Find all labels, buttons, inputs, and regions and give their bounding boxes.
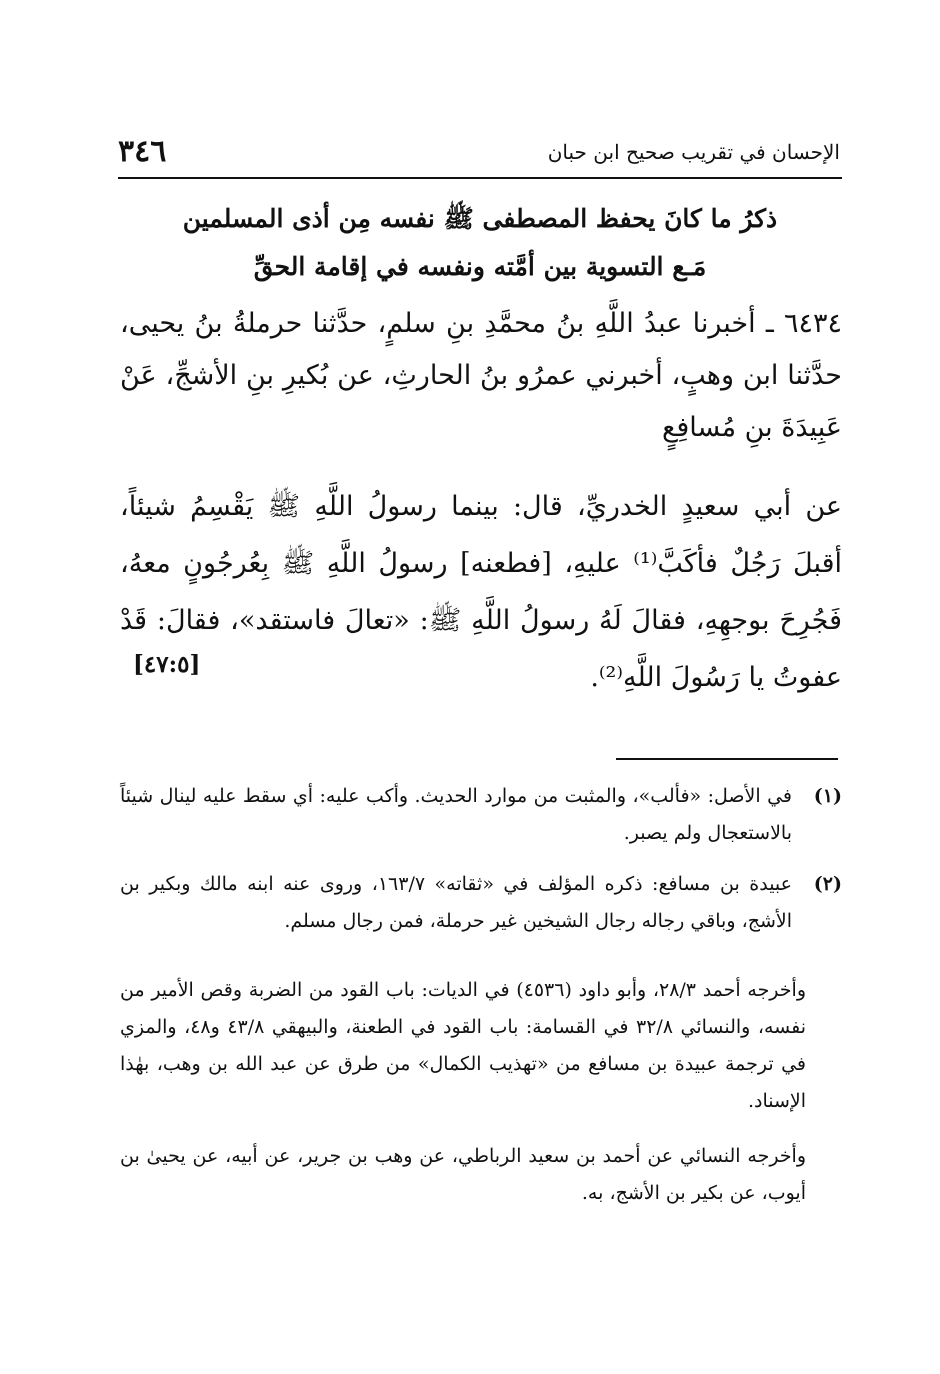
footnote-separator (616, 758, 838, 760)
isnad-text: ٦٤٣٤ ـ أخبرنا عبدُ اللَّهِ بنُ محمَّدِ بنِ سلمٍ، حدَّثنا حرملةُ بنُ يحيى، حدَّثنا ابن وهبٍ، أخبرني عمرُو بنُ الحارثِ، عن بُكيرِ بنِ الأشجِّ، عَنْ عَبِيدَةَ بنِ مُسافِعٍ (120, 308, 842, 443)
hadith-block (120, 478, 842, 706)
page-number: ٣٤٦ (118, 134, 167, 169)
footnote-2 (120, 866, 842, 940)
footnote-number: (٢) (813, 873, 842, 895)
footnote-text (120, 778, 792, 852)
footnote-paragraph: وأخرجه النسائي عن أحمد بن سعيد الرباطي، عن وهب بن جرير، عن أبيه، عن يحيىٰ بن أيوب، عن بكير بن الأشج، به. (120, 1145, 806, 1204)
chapter-heading-line-2: مَـع التسوية بين أمَّته ونفسه في إقامة الحقِّ (253, 252, 707, 281)
footnote-number: (١) (813, 785, 842, 807)
footnotes (120, 778, 842, 1226)
footnote-text (120, 954, 842, 1212)
chapter-heading-line-1: ذكرُ ما كانَ يحفظ المصطفى ﷺ نفسه مِن أذى المسلمين (182, 204, 778, 233)
isnad-block (120, 298, 842, 454)
footnote-text (120, 866, 792, 940)
chapter-heading (150, 195, 810, 291)
footnote-2-continued (120, 954, 842, 1212)
hadith-reference: [٤٧:٥] (133, 651, 201, 678)
footnote-paragraph: عبيدة بن مسافع: ذكره المؤلف في «ثقاته» ١٦٣/٧، وروى عنه ابنه مالك وبكير بن الأشج، وباقي رجاله رجال الشيخين غير حرملة، فمن رجال مسلم. (120, 873, 792, 932)
footnote-1 (120, 778, 842, 852)
header-rule (118, 177, 842, 179)
running-title: الإحسان في تقريب صحيح ابن حبان (547, 140, 840, 164)
footnote-paragraph: وأخرجه أحمد ٢٨/٣، وأبو داود (٤٥٣٦) في الديات: باب القود من الضربة وقص الأمير من نفسه، والنسائي ٣٢/٨ في القسامة: باب القود في الطعنة، والبيهقي ٤٣/٨ و٤٨، والمزي في ترجمة عبيدة بن مسافع من «تهذيب الكمال» من طرق عن عبد الله بن وهب، بهٰذا الإسناد. (120, 979, 807, 1112)
footnote-paragraph: في الأصل: «فألب»، والمثبت من موارد الحديث. وأكب عليه: أي سقط عليه لينال شيئاً بالاستعجال ولم يصبر. (120, 785, 792, 844)
page-header (118, 128, 840, 172)
hadith-text: عن أبي سعيدٍ الخدريِّ، قال: بينما رسولُ اللَّهِ ﷺ يَقْسِمُ شيئاً، أقبلَ رَجُلٌ فأكَبَّ⁽¹⁾ عليهِ، [فطعنه] رسولُ اللَّهِ ﷺ بِعُرجُونٍ معهُ، فَجُرِحَ بوجهِهِ، فقالَ لَهُ رسولُ اللَّهِ ﷺ: «تعالَ فاستقد»، فقالَ: قَدْ عفوتُ يا رَسُولَ اللَّهِ⁽²⁾. (120, 491, 842, 693)
